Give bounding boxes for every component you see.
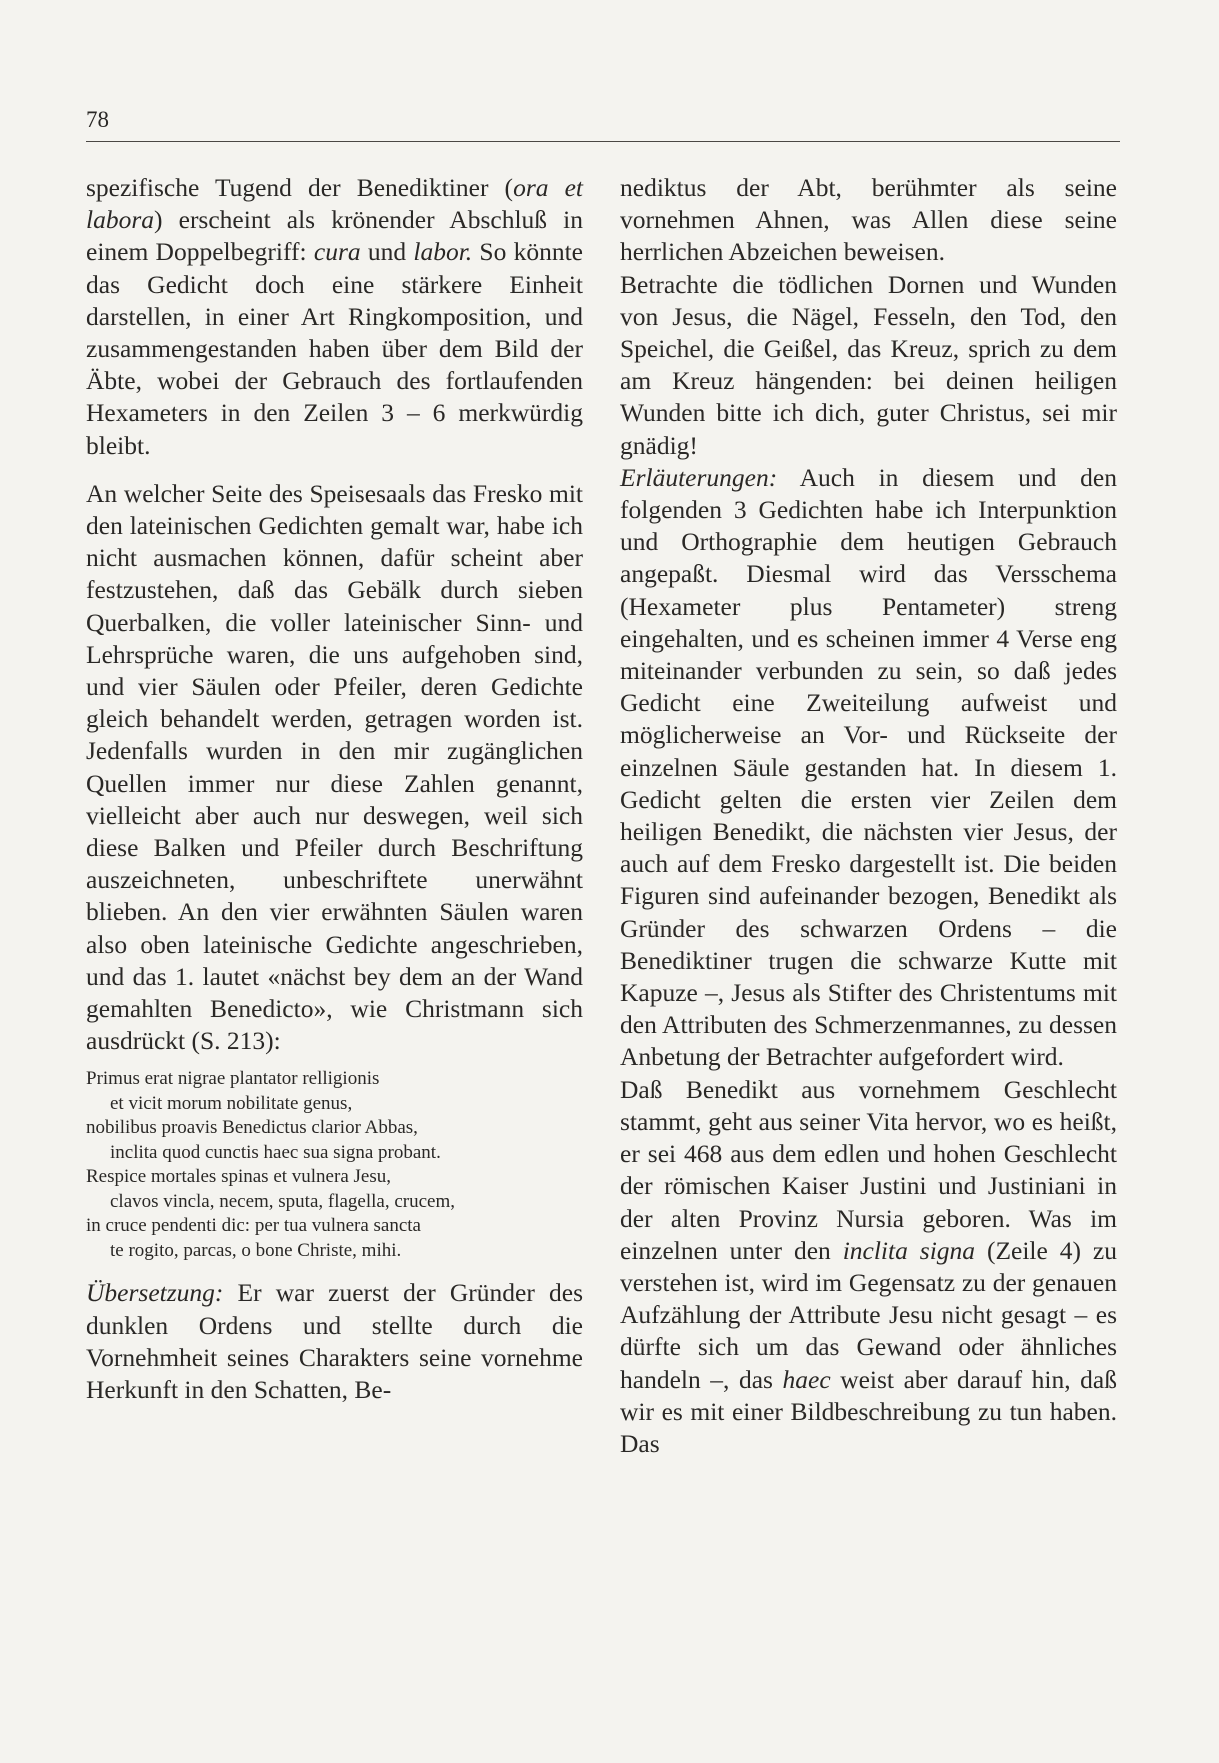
poem-line: nobilibus proavis Benedictus clarior Abbas, [86,1117,418,1139]
header-rule [86,141,1120,142]
latin-poem [86,1067,583,1263]
poem-line: inclita quod cunctis haec sua signa probant. [110,1141,441,1163]
poem-line: clavos vincla, necem, sputa, flagella, crucem, [110,1190,456,1212]
paragraph-translation-cont: nediktus der Abt, berühmter als seine vornehmen Ahnen, was Allen diese seine herrlichen Abzeichen beweisen. [620,173,1117,267]
poem-line: Respice mortales spinas et vulnera Jesu, [86,1166,391,1188]
paragraph-fresko: An welcher Seite des Speisesaals das Fresko mit den lateinischen Gedichten gemalt war, habe ich nicht ausmachen können, dafür scheint aber festzustehen, daß das Gebälk durch sieben Querbalken, die voller lateinischer Sinn- und Lehrsprüche waren, die uns aufgehoben sind, und vier Säulen oder Pfeiler, deren Gedichte gleich behandelt werden, getragen worden ist. Jedenfalls wurden in den mir zugänglichen Quellen immer nur diese Zahlen genannt, vielleicht aber auch nur deswegen, weil sich diese Balken und Pfeiler durch Beschriftung auszeichneten, unbeschriftete unerwähnt blieben. An den vier erwähnten Säulen waren also oben lateinische Gedichte angeschrieben, und das 1. lautet «nächst bey dem an der Wand gemahlten Benedicto», wie Christmann sich ausdrückt (S. 213): [86,478,583,1056]
page-number: 78 [86,107,109,132]
poem-line: in cruce pendenti dic: per tua vulnera sancta [86,1215,421,1237]
paragraph-translation-2: Betrachte die tödlichen Dornen und Wunden von Jesus, die Nägel, Fesseln, den Tod, den Speichel, die Geißel, das Kreuz, sprich zu dem am Kreuz hängenden: bei deinen heiligen Wunden bitte ich dich, guter Christus, sei mir gnädig! [620,269,1117,460]
paragraph-benedikt: Daß Benedikt aus vornehmem Geschlecht stammt, geht aus seiner Vita hervor, wo es heißt, er sei 468 aus dem edlen und hohen Geschlecht der römischen Kaiser Justini und Justiniani in der alten Provinz Nursia geboren. Was im einzelnen unter den inclita signa (Zeile 4) zu verstehen ist, wird im Gegensatz zu der genauen Aufzählung der Attribute Jesu nicht gesagt – es dürfte sich um das Gewand oder ähnliches handeln –, das haec weist aber darauf hin, daß wir es mit einer Bildbeschreibung zu tun haben. Das [620,1074,1117,1458]
notes-label: Erläuterungen: [620,462,778,492]
poem-line: et vicit morum nobilitate genus, [110,1092,353,1114]
right-column [620,172,1117,1460]
paragraph-translation: Übersetzung: Er war zuerst der Gründer des dunklen Ordens und stellte durch die Vornehmheit seines Charakters seine vornehme Herkunft in den Schatten, Be- [86,1278,583,1405]
poem-line: te rogito, parcas, o bone Christe, mihi. [110,1239,402,1261]
paragraph-continuation: spezifische Tugend der Benediktiner (ora et labora) erscheint als krönender Abschluß in einem Doppelbegriff: cura und labor. So könnte das Gedicht doch eine stärkere Einheit darstellen, in einer Art Ringkomposition, und zusammengestanden haben über dem Bild der Äbte, wobei der Gebrauch des fortlaufenden Hexameters in den Zeilen 3 – 6 merkwürdig bleibt. [86,173,584,460]
paragraph-notes: Erläuterungen: Auch in diesem und den folgenden 3 Gedichten habe ich Interpunktion und Orthographie dem heutigen Gebrauch angepaßt. Diesmal wird das Versschema (Hexameter plus Pentameter) streng eingehalten, und es scheinen immer 4 Verse eng miteinander verbunden zu sein, so daß jedes Gedicht eine Zweiteilung aufweist und möglicherweise an Vor- und Rückseite der einzelnen Säule gestanden hat. In diesem 1. Gedicht gelten die ersten vier Zeilen dem heiligen Benedikt, die nächsten vier Jesus, der auch auf dem Fresko dargestellt ist. Die beiden Figuren sind aufeinander bezogen, Benedikt als Gründer des schwarzen Ordens – die Benediktiner trugen die schwarze Kutte mit Kapuze –, Jesus als Stifter des Christentums mit den Attributen des Schmerzenmannes, zu dessen Anbetung der Betrachter aufgefordert wird. [620,462,1117,1072]
translation-label: Übersetzung: [86,1278,224,1308]
poem-line: Primus erat nigrae plantator relligionis [86,1068,380,1090]
left-column [86,172,583,1406]
